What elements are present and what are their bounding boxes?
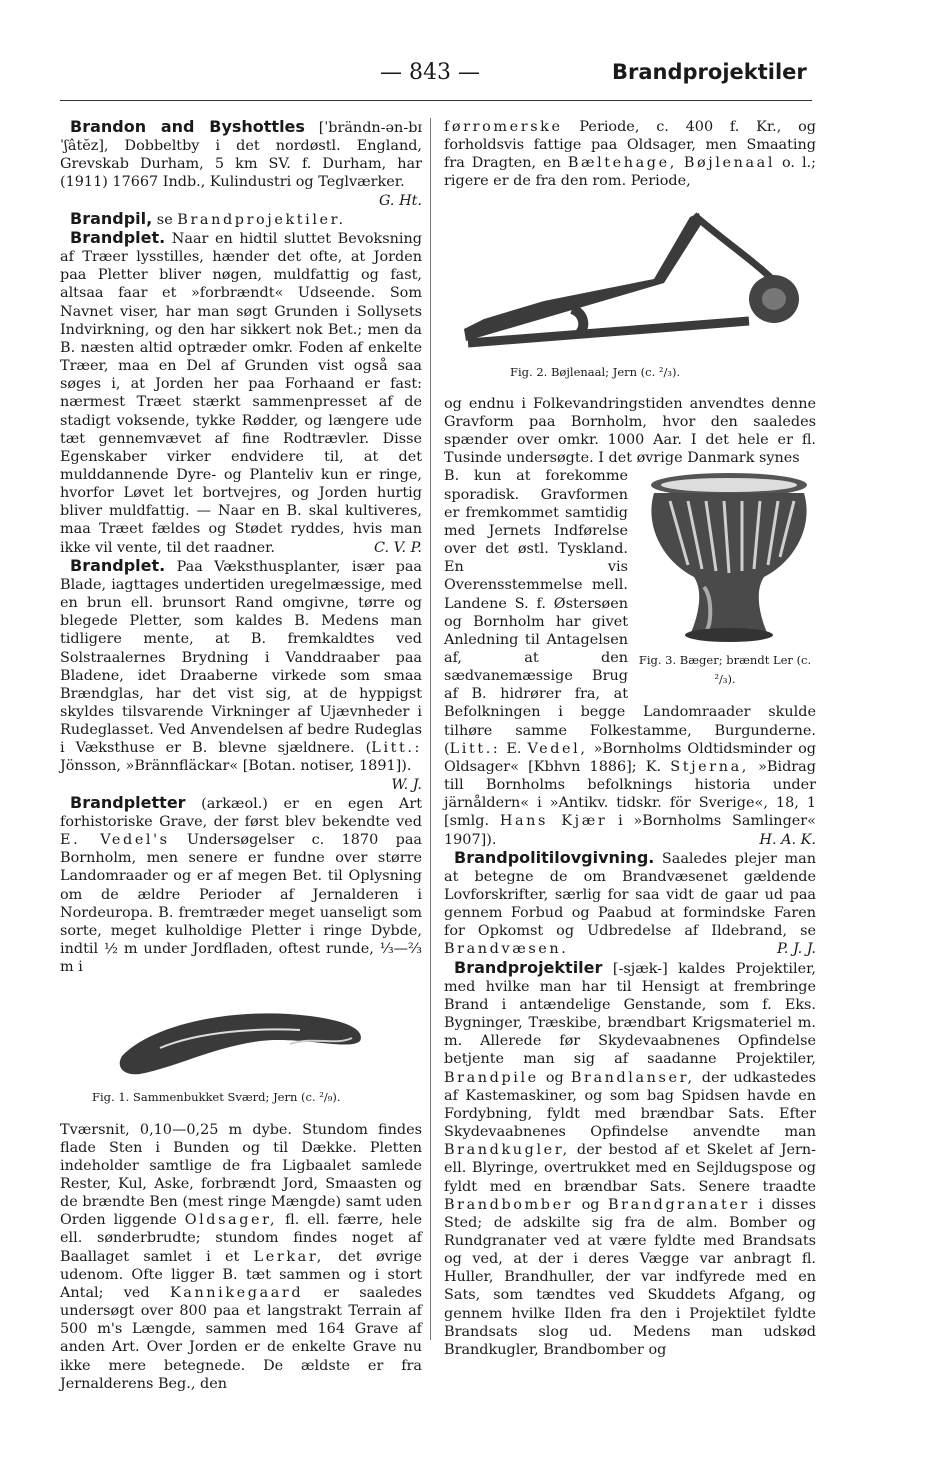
figure-3-caption: Fig. 3. Bæger; brændt Ler (c. ²/₃). — [638, 653, 812, 686]
term-brandkugler: Brandkugler, — [444, 1142, 570, 1159]
entry-text: o. l.; rigere er de fra den rom. Periode, — [444, 155, 816, 190]
cross-reference: Brandprojektiler. — [177, 211, 346, 228]
beaker-illustration — [634, 467, 816, 647]
entry-text: [ˈbrändn-ən-bɪˈʃâtĕz], Dobbeltby i det nordøstl. England, Grevskab Durham, 5 km SV. f. Durham, har (1911) 17667 Indb., Kulindustri og Teglværker. — [60, 120, 423, 191]
term-brandlanser: Brandlanser, — [570, 1069, 695, 1086]
entry-text: der udkastedes af Kastemaskiner, og som bag Spidsen havde en Fordybning, fyldt med brændbar Sats. Efter Skydevaabnenes Opfindelse anvendte man — [444, 1069, 816, 1141]
figure-2 — [444, 201, 816, 381]
litt-label: Litt.: — [371, 740, 422, 757]
headword-brandplet: Brandplet. — [70, 555, 166, 575]
term-bojlenaal: Bøjlenaal — [683, 155, 776, 172]
name-vedel: E. Vedel's — [60, 832, 170, 849]
name-vedel: Vedel, — [527, 740, 588, 757]
header-rule — [60, 100, 812, 101]
term-oldsager: Oldsager, — [184, 1212, 278, 1229]
figure-1 — [60, 986, 422, 1106]
entry-text: »Bidrag till Bornholms befolknings historia under järnåldern« i »Antikv. tidskr. för Sverige«, 18, 1 [smlg. — [444, 758, 816, 830]
name-stjerna: Stjerna, — [670, 758, 749, 775]
entry-text: (arkæol.) er en egen Art forhistoriske Grave, der først blev bekendte ved — [60, 795, 422, 830]
signature: C. V. P. — [373, 539, 422, 556]
signature: W. J. — [391, 776, 422, 793]
headword-brandpolitilovgivning: Brandpolitilovgivning. — [454, 847, 655, 867]
entry-text: Naar en hidtil sluttet Bevoksning af Træer lysstilles, hænder det ofte, at Jorden paa Pletter bliver nøgen, muldfattig og fast, altsaa faar et »forbrændt« Udseende. Som Navnet viser, har man søgt Grunden i Sollysets Indvirkning, og den har sikkert nok Bet.; men da B. næsten altid optræder omkr. Foden af enkelte Træer, maa en Del af Grunden vist også saa søges i, at Jorden her paa Forhaand er fast: nærmest Træet stærkt sammenpresset af de stadigt voksende, tykke Rødder, og længere ude tæt gennemvævet af fine Rodtrævler. Disse Egenskaber virker endvidere til, at det mulddannende Dyre- og Planteliv kun er ringe, hvorfor Løvet let bortvejres, og Jorden hurtig bliver muldfattig. — Naar en B. skal kultiveres, maa Træet fældes og Stødet ryddes, hvis man ikke vil vente, til det raadner. — [60, 230, 422, 556]
entry-brandpletter-cont-right — [444, 118, 816, 191]
entry-text: se — [152, 211, 178, 228]
signature: G. Ht. — [378, 192, 422, 209]
entry-text: og — [538, 1069, 571, 1086]
entry-brandon — [60, 117, 423, 209]
entry-text: der bestod af et Skelet af Jern- ell. Blyringe, overtrukket med en Sejldugspose og fyldt med en brændbar Sats. Senere traadte — [444, 1142, 816, 1195]
column-divider — [430, 118, 431, 1340]
entry-brandpletter — [60, 794, 422, 977]
entry-brandpolitilovgivning — [444, 849, 816, 959]
entry-text: B. kun at forekomme sporadisk. Gravformen er fremkommet samtidig med Jernets Indførelse over det østl. Tyskland. En vis Overensstemmelse mell. Landene S. f. Østersøen og Bornholm har givet Anledning til Antagelsen af, at den sædvanemæssige Brug af B. hidrører fra, at Befolkningen i begge Landomraader skulde tilhøre samme Folkestamme, Burgunderne. ( — [444, 468, 816, 757]
place-kannikegaard: Kannikegaard — [169, 1284, 304, 1301]
entry-text: Paa Væksthusplanter, især paa Blade, iagttages undertiden uregelmæssige, med en brun ell. brunsort Rand omgivne, tørre og blegede Pletter, som kaldes B. Medens man tidligere mente, at B. fremkaldtes ved Solstraalernes Brydning i Vanddraaber paa Bladene, idet Draaberne virkede som smaa Brændglas, har det vist sig, at de hyppigst skyldes tilsvarende Virkninger af Ujævnheder i Rudeglasset. Ved Anvendelsen af bedre Rudeglas i Væksthuse er B. blevne sjældnere. ( — [60, 558, 422, 757]
term-brandgranater: Brandgranater — [608, 1196, 750, 1213]
cross-reference: Brandvæsen. — [444, 941, 569, 958]
litt-label: Litt.: — [449, 740, 501, 757]
fibula-illustration — [444, 201, 816, 359]
page-number: — 843 — — [380, 60, 480, 85]
entry-text: [-sjæk-] kaldes Projektiler, med hvilke man har til Hensigt at frembringe Brand i antændelige Genstande, som f. Eks. Bygninger, Træskibe, brændbart Krigsmateriel m. m. Allerede før Skydevaabnenes Opfindelse betjente man sig af saadanne Projektiler, — [444, 960, 816, 1068]
figure-1-caption: Fig. 1. Sammenbukket Sværd; Jern (c. ²/₉). — [92, 1090, 341, 1105]
entry-brandpil — [60, 210, 422, 229]
term-brandbomber: Brandbomber — [444, 1196, 574, 1213]
running-head: Brandprojektiler — [612, 60, 807, 84]
signature: H. A. K. — [759, 831, 816, 848]
entry-brandpletter-cont-right-2 — [444, 395, 816, 468]
entry-brandprojektiler — [444, 959, 816, 1359]
entry-text: er saaledes undersøgt over 800 paa et langstrakt Terrain af 500 m's Længde, sammen med 164 Grave af anden Art. Over Jorden er de enkelte Grave nu ikke mere betegnede. De ældste er fra Jernalderens Beg., den — [60, 1284, 422, 1392]
headword-brandon: Brandon and Byshottles — [70, 117, 305, 136]
entry-text: Tværsnit, 0,10—0,25 m dybe. Stundom findes flade Sten i Bunden og til Dække. Pletten indeholder samtlige de fra Ligbaalet samlede Rester, Kul, Aske, forbrændt Jord, Smaasten og de brændte Ben (mest ringe Mængde) samt uden Orden liggende — [60, 1121, 422, 1229]
entry-text: Saaledes plejer man at betegne de om Brandvæsenet gældende Lovforskrifter, særlig for saa vidt de gaar ud paa gennem Forbud og Paabud at formindske Faren for Opkomst og Udbredelse af Ildebrand, se — [444, 850, 816, 940]
entry-text: det øvrige udenom. Ofte ligger B. tæt sammen og i stort Antal; ved — [60, 1248, 422, 1301]
headword-brandplet: Brandplet. — [70, 227, 166, 247]
term-brandpile: Brandpile — [444, 1069, 539, 1086]
entry-text: fl. ell. færre, hele ell. sønderbrudte; stundom findes noget af Baallaget samlet i et — [60, 1212, 423, 1265]
entry-text: Jönsson, »Brännfläckar« [Botan. notiser, 1891]). — [60, 758, 412, 775]
term-baeltehage: Bæltehage, — [567, 155, 677, 172]
term-lerkar: Lerkar, — [253, 1248, 324, 1265]
sword-illustration — [60, 986, 422, 1084]
entry-text: og endnu i Folkevandringstiden anvendtes denne Gravform paa Bornholm, hvor den saaledes spænder over omkr. 1000 Aar. I det hele er fl. Tusinde undersøgte. I det øvrige Danmark synes — [444, 395, 816, 467]
signature: P. J. J. — [777, 941, 816, 958]
entry-brandplet-2 — [60, 555, 422, 793]
entry-text: og — [573, 1196, 609, 1213]
headword-brandpletter: Brandpletter — [70, 792, 186, 812]
entry-text — [677, 155, 684, 171]
figure-3 — [634, 467, 816, 687]
entry-text: Undersøgelser c. 1870 paa Bornholm, men senere er fundne over større Landomraader og er af megen Bet. til Oplysning om de ældre Perioder af Jernalderen i Nordeuropa. B. fremtræder meget uanseligt som sorte, meget kulholdige Pletter i ringe Dybde, indtil ½ m under Jordfladen, oftest runde, ⅓—⅔ m i — [60, 832, 422, 976]
left-column — [60, 118, 422, 1393]
headword-brandprojektiler: Brandprojektiler — [454, 957, 603, 977]
figure-2-caption: Fig. 2. Bøjlenaal; Jern (c. ²/₃). — [510, 364, 681, 379]
entry-text: i disses Sted; de adskilte sig fra de alm. Bomber og Rundgranater ved at være fyldte med Brandsats og ved, at der i deres Vægge var anbragt fl. Huller, Brandhuller, der var indfyrede med en Sats, som tændtes ved Skuddets Afgang, og gennem hvilke Ilden fra den i Projektilet fyldte Brandsats slog ud. Medens man udskød Brandkugler, Brandbomber og — [444, 1196, 816, 1358]
headword-brandpil: Brandpil, — [70, 208, 153, 228]
term-forromerske: førromerske — [444, 119, 563, 135]
entry-text: E. — [500, 740, 528, 757]
entry-brandpletter-cont — [60, 1121, 422, 1393]
right-column — [444, 118, 816, 1359]
entry-text: i »Bornholms Samlinger« 1907]). — [444, 813, 816, 848]
entry-text: Periode, c. 400 f. Kr., og forholdsvis fattige paa Oldsager, men Smaating fra Dragten, en — [444, 119, 816, 172]
name-hans-kjaer: Hans Kjær — [499, 813, 608, 830]
entry-text: »Bornholms Oldtidsminder og Oldsager« [Kbhvn 1886]; K. — [444, 740, 816, 775]
entry-brandplet-1 — [60, 229, 422, 557]
